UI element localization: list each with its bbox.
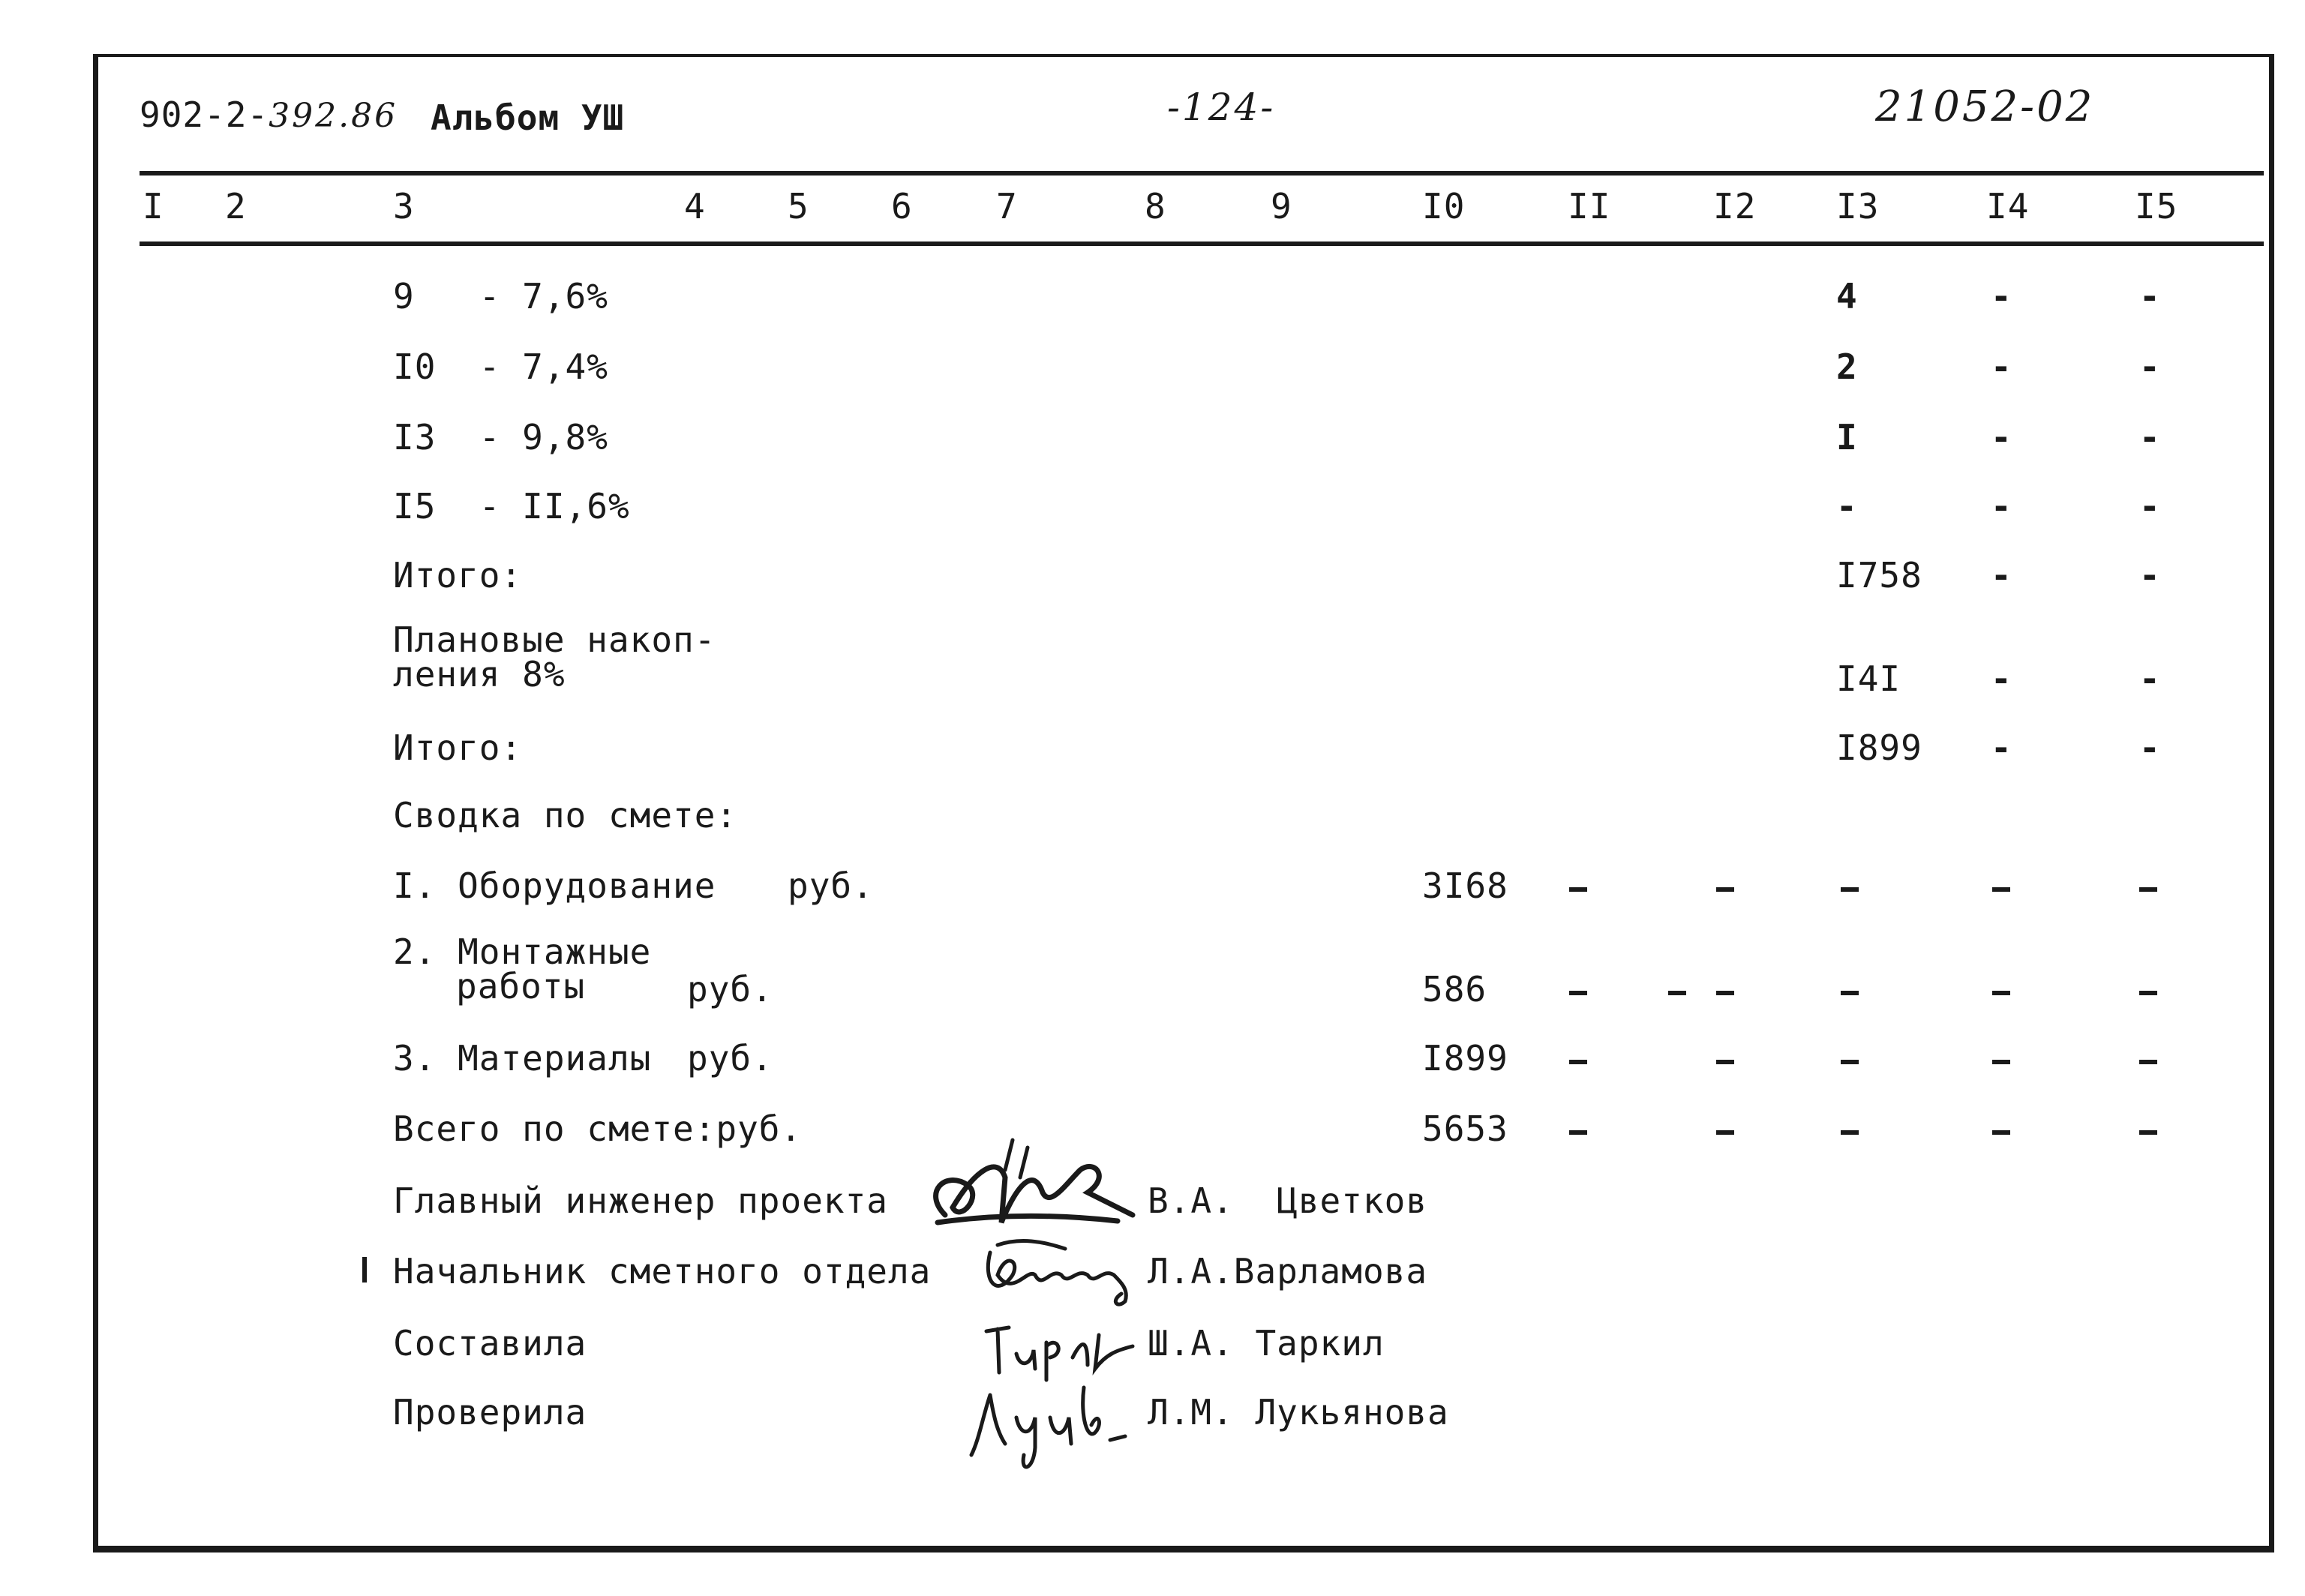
table-row-label: 9 - 7,6%: [393, 276, 608, 316]
empty-cell-dash: [1992, 1130, 2010, 1135]
table-cell-13: 4: [1836, 276, 1858, 316]
table-cell-15: -: [2139, 346, 2161, 387]
planned-savings-label: [393, 622, 716, 692]
table-cell-14: -: [1991, 486, 2012, 526]
document-number-suffix: 392.86: [269, 97, 398, 135]
column-header-15: I5: [2135, 186, 2178, 226]
column-header-14: I4: [1986, 186, 2030, 226]
document-code: 21052-02: [1875, 82, 2095, 131]
summary-item-unit: руб.: [788, 866, 874, 906]
column-header-5: 5: [788, 186, 809, 226]
table-cell-14: -: [1991, 728, 2012, 768]
empty-cell-dash: [2139, 887, 2157, 892]
grand-total-value: 5653: [1422, 1108, 1508, 1149]
empty-cell-dash: [1841, 1130, 1859, 1135]
table-cell-13: I758: [1836, 555, 1922, 596]
header-rule: [140, 171, 2264, 176]
empty-cell-dash: [2139, 991, 2157, 995]
planned-savings-line-2: ления 8%: [393, 654, 566, 694]
empty-cell-dash: [1716, 887, 1734, 892]
empty-cell-dash: [1841, 1060, 1859, 1064]
table-cell-13: I4I: [1836, 658, 1901, 699]
empty-cell-dash: [1841, 887, 1859, 892]
table-cell-13: 2: [1836, 346, 1858, 387]
album-label: Альбом УШ: [431, 98, 625, 138]
page-number: -124-: [1167, 86, 1276, 129]
table-cell-15: -: [2139, 555, 2161, 596]
document-number: [140, 96, 398, 135]
empty-cell-dash: [1569, 887, 1587, 892]
summary-item-line-2: работы: [456, 966, 586, 1006]
empty-cell-dash: [1569, 1060, 1587, 1064]
empty-cell-dash: [2139, 1130, 2157, 1135]
table-cell-15: -: [2139, 486, 2161, 526]
subtotal-label: Итого:: [393, 555, 523, 596]
empty-cell-dash: [1992, 1060, 2010, 1064]
empty-cell-dash: [1569, 991, 1587, 995]
column-header-8: 8: [1145, 186, 1166, 226]
summary-item-unit: руб.: [687, 1038, 773, 1078]
table-cell-15: -: [2139, 276, 2161, 316]
handwritten-signature: [975, 1312, 1148, 1380]
empty-cell-dash: [1569, 1130, 1587, 1135]
summary-item-value: 3I68: [1422, 866, 1508, 906]
column-header-10: I0: [1422, 186, 1466, 226]
margin-mark: [360, 1252, 369, 1294]
empty-cell-dash: [1716, 1130, 1734, 1135]
empty-cell-dash: [1992, 991, 2010, 995]
signature-role: Главный инженер проекта: [393, 1180, 888, 1221]
column-header-3: 3: [393, 186, 415, 226]
handwritten-signature: [960, 1372, 1155, 1478]
table-cell-14: -: [1991, 417, 2012, 458]
table-cell-15: -: [2139, 417, 2161, 458]
signature-name: В.А. Цветков: [1148, 1180, 1428, 1221]
signature-name: Л.А.Варламова: [1148, 1251, 1428, 1292]
signature-name: Ш.А. Таркил: [1148, 1323, 1385, 1364]
table-cell-15: -: [2139, 658, 2161, 699]
signature-role: Проверила: [393, 1392, 587, 1432]
summary-item-value: I899: [1422, 1038, 1508, 1078]
planned-savings-line-1: Плановые накоп-: [393, 620, 716, 660]
column-rule: [140, 242, 2264, 246]
column-header-2: 2: [225, 186, 247, 226]
column-header-9: 9: [1271, 186, 1292, 226]
table-cell-15: -: [2139, 728, 2161, 768]
handwritten-signature: [915, 1125, 1140, 1245]
column-header-6: 6: [891, 186, 913, 226]
total-label: Итого:: [393, 728, 523, 768]
empty-cell-dash: [1841, 991, 1859, 995]
handwritten-signature: [975, 1230, 1148, 1312]
table-row-label: I3 - 9,8%: [393, 417, 608, 458]
table-cell-14: -: [1991, 555, 2012, 596]
signature-name: Л.М. Лукьянова: [1148, 1392, 1449, 1432]
table-cell-14: -: [1991, 276, 2012, 316]
summary-item-line-1: 2. Монтажные: [393, 932, 652, 972]
empty-cell-dash: [1716, 1060, 1734, 1064]
empty-cell-dash: [1716, 991, 1734, 995]
table-row-label: I0 - 7,4%: [393, 346, 608, 387]
column-header-13: I3: [1836, 186, 1880, 226]
empty-cell-dash: [2139, 1060, 2157, 1064]
margin-mark-glyph: [360, 1252, 369, 1287]
summary-item-label: [393, 934, 651, 1004]
signature-role: Начальник сметного отдела: [393, 1251, 932, 1292]
table-cell-13: -: [1836, 486, 1858, 526]
summary-item-label: 3. Материалы: [393, 1038, 652, 1078]
summary-heading: Сводка по смете:: [393, 795, 738, 836]
table-cell-14: -: [1991, 346, 2012, 387]
empty-cell-dash: [1992, 887, 2010, 892]
column-header-1: I: [143, 186, 164, 226]
signature-role: Составила: [393, 1323, 587, 1364]
column-header-12: I2: [1713, 186, 1757, 226]
table-row-label: I5 - II,6%: [393, 486, 630, 526]
summary-item-unit: руб.: [687, 969, 773, 1010]
table-cell-13: I899: [1836, 728, 1922, 768]
column-header-7: 7: [996, 186, 1018, 226]
table-cell-13: I: [1836, 417, 1858, 458]
empty-cell-dash: [1668, 991, 1686, 995]
table-cell-14: -: [1991, 658, 2012, 699]
column-header-11: II: [1568, 186, 1611, 226]
grand-total-label: Всего по смете:руб.: [393, 1108, 803, 1149]
summary-item-label: I. Оборудование: [393, 866, 716, 906]
summary-item-value: 586: [1422, 969, 1487, 1010]
column-header-4: 4: [684, 186, 706, 226]
document-number-prefix: 902-2-: [140, 94, 269, 135]
